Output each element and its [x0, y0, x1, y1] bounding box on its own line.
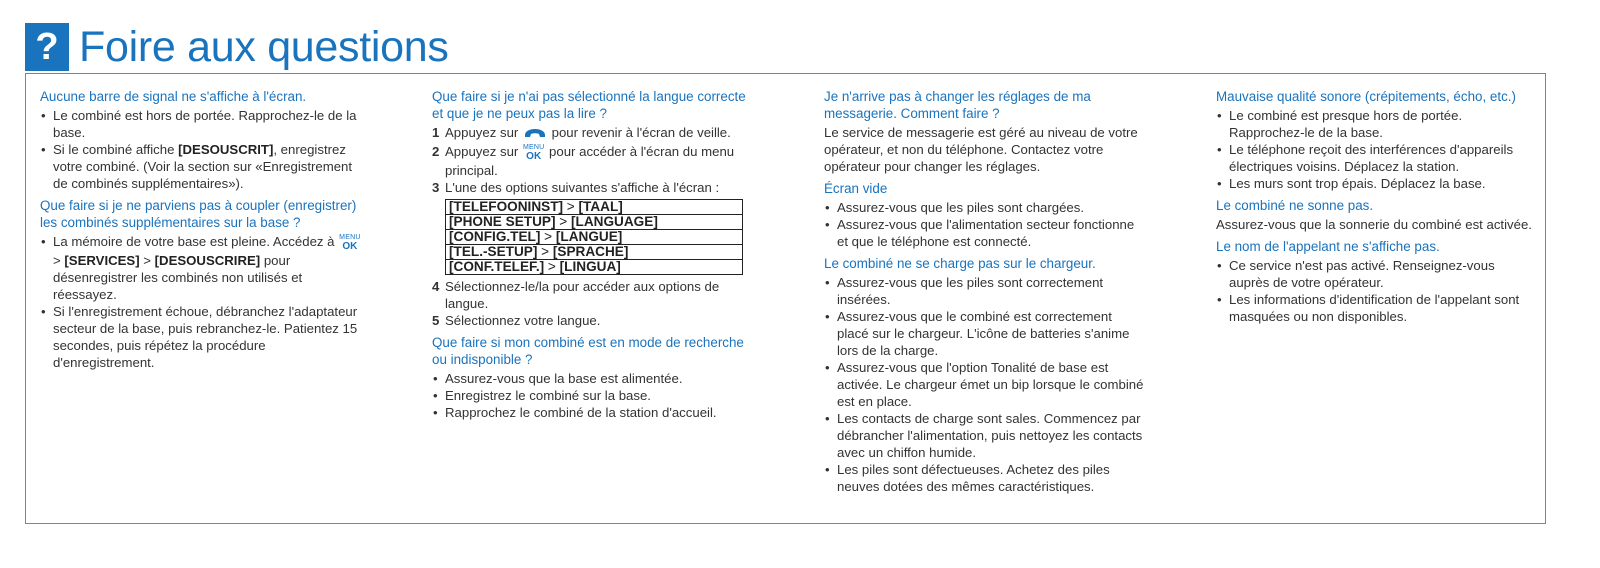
separator: > — [139, 253, 155, 268]
list-item: • Assurez-vous que l'option Tonalité de base est activée. Le chargeur émet un bip lorsque le combiné est en place. — [824, 359, 1146, 410]
step-number: 5 — [432, 313, 440, 328]
text: Sélectionnez-le/la pour accéder aux options de langue. — [445, 279, 720, 311]
step-item — [432, 143, 754, 179]
question-heading: Aucune barre de signal ne s'affiche à l'écran. — [40, 89, 307, 104]
question-icon: ? — [25, 23, 69, 71]
question-heading: Que faire si je n'ai pas sélectionné la langue correcte et que je ne peux pas la lire ? — [432, 89, 746, 121]
list-item: • Assurez-vous que les piles sont chargées. — [824, 199, 1146, 216]
separator: > — [540, 229, 556, 244]
list-item: • Rapprochez le combiné de la station d'accueil. — [432, 404, 754, 421]
answer-list — [1216, 107, 1538, 192]
table-row — [446, 260, 743, 275]
answer-list — [1216, 257, 1538, 325]
option-menu: [TELEFOONINST] — [449, 199, 564, 214]
screen-label: [DESOUSCRIT] — [178, 142, 274, 157]
text: L'une des options suivantes s'affiche à l'écran : — [445, 180, 720, 195]
list-item: • Assurez-vous que le combiné est correctement placé sur le chargeur. L'icône de batteries s'anime lors de la charge. — [824, 308, 1146, 359]
option-item: [LANGUAGE] — [571, 214, 658, 229]
step-number: 3 — [432, 180, 440, 195]
answer-list — [40, 233, 362, 371]
step-item — [432, 312, 754, 329]
text: La mémoire de votre base est pleine. Accédez à — [53, 234, 339, 249]
list-item: • Les contacts de charge sont sales. Commencez par débrancher l'alimentation, puis nettoyez les contacts avec un chiffon humide. — [824, 410, 1146, 461]
option-menu: [TEL.-SETUP] — [449, 244, 538, 259]
list-item: • Enregistrez le combiné sur la base. — [432, 387, 754, 404]
text: pour accéder à l'écran du menu principal. — [445, 144, 735, 178]
question-heading: Je n'arrive pas à changer les réglages de ma messagerie. Comment faire ? — [824, 89, 1091, 121]
list-item: • Les murs sont trop épais. Déplacez la base. — [1216, 175, 1538, 192]
question-heading: Le nom de l'appelant ne s'affiche pas. — [1216, 239, 1440, 254]
table-row — [446, 200, 743, 215]
menu-ok-icon — [523, 144, 544, 162]
question-heading: Le combiné ne sonne pas. — [1216, 198, 1374, 213]
question-heading: Que faire si je ne parviens pas à coupler (enregistrer) les combinés supplémentaires sur la base ? — [40, 198, 357, 230]
ok-label: OK — [342, 241, 358, 252]
table-cell — [446, 200, 743, 215]
separator: > — [544, 259, 560, 274]
option-item: [SPRACHE] — [552, 244, 629, 259]
column-3 — [824, 88, 1146, 495]
table-row — [446, 230, 743, 245]
option-item: [LINGUA] — [559, 259, 621, 274]
question-heading: Mauvaise qualité sonore (crépitements, écho, etc.) — [1216, 89, 1516, 104]
list-item: • Ce service n'est pas activé. Renseignez-vous auprès de votre opérateur. — [1216, 257, 1538, 291]
step-item — [432, 278, 754, 312]
text: , enregistrez votre combiné. (Voir la section sur «Enregistrement de combinés supplémentaires»). — [53, 142, 353, 191]
screen-label: [DESOUSCRIRE] — [154, 253, 261, 268]
list-item: • Si l'enregistrement échoue, débranchez l'adaptateur secteur de la base, puis rebranchez-le. Patientez 15 secondes, puis répétez la procédure d'enregistrement. — [40, 303, 362, 371]
table-cell — [446, 230, 743, 245]
list-item: • Le combiné est hors de portée. Rapprochez-le de la base. — [40, 107, 362, 141]
menu-label: MENU — [339, 234, 361, 241]
screen-label: [SERVICES] — [64, 253, 140, 268]
text: pour revenir à l'écran de veille. — [547, 125, 731, 140]
question-heading: Écran vide — [824, 181, 888, 196]
option-menu: [PHONE SETUP] — [449, 214, 556, 229]
text: Appuyez sur — [445, 125, 522, 140]
end-call-icon — [524, 126, 546, 143]
question-heading: Que faire si mon combiné est en mode de recherche ou indisponible ? — [432, 335, 744, 367]
option-item: [LANGUE] — [555, 229, 623, 244]
answer-text: Le service de messagerie est géré au niveau de votre opérateur, et non du téléphone. Contactez votre opérateur pour changer les réglages. — [824, 125, 1138, 174]
separator: > — [555, 214, 571, 229]
answer-list — [432, 370, 754, 421]
list-item: • Les informations d'identification de l'appelant sont masquées ou non disponibles. — [1216, 291, 1538, 325]
separator: > — [53, 253, 65, 268]
ok-label: OK — [526, 151, 542, 162]
column-2 — [432, 88, 754, 421]
list-item: • Le téléphone reçoit des interférences d'appareils électriques voisins. Déplacez la station. — [1216, 141, 1538, 175]
answer-list — [40, 107, 362, 192]
table-row — [446, 215, 743, 230]
option-menu: [CONF.TELEF.] — [449, 259, 545, 274]
question-heading: Le combiné ne se charge pas sur le chargeur. — [824, 256, 1096, 271]
list-item: • Les piles sont défectueuses. Achetez des piles neuves dotées des mêmes caractéristiques. — [824, 461, 1146, 495]
separator: > — [563, 199, 579, 214]
option-menu: [CONFIG.TEL] — [449, 229, 541, 244]
page-title: Foire aux questions — [79, 22, 449, 71]
steps-list — [432, 124, 754, 196]
table-cell — [446, 260, 743, 275]
step-number: 1 — [432, 125, 440, 140]
step-item — [432, 124, 754, 143]
separator: > — [537, 244, 553, 259]
step-item — [432, 179, 754, 196]
list-item — [40, 141, 362, 192]
language-options-table — [445, 199, 743, 275]
page-header — [25, 22, 449, 72]
list-item: • Assurez-vous que les piles sont correctement insérées. — [824, 274, 1146, 308]
column-1 — [40, 88, 362, 371]
steps-list — [432, 278, 754, 329]
step-number: 2 — [432, 144, 440, 159]
text: Si le combiné affiche — [53, 142, 179, 157]
column-4 — [1216, 88, 1538, 325]
text: Appuyez sur — [445, 144, 522, 159]
menu-label: MENU — [522, 144, 545, 151]
list-item: • Le combiné est presque hors de portée. Rapprochez-le de la base. — [1216, 107, 1538, 141]
table-cell — [446, 245, 743, 260]
step-number: 4 — [432, 279, 440, 294]
list-item — [40, 233, 362, 303]
text: pour désenregistrer les combinés non utilisés et réessayez. — [53, 253, 303, 302]
list-item: • Assurez-vous que la base est alimentée. — [432, 370, 754, 387]
table-cell — [446, 215, 743, 230]
text: Sélectionnez votre langue. — [445, 313, 601, 328]
answer-text: Assurez-vous que la sonnerie du combiné est activée. — [1216, 217, 1532, 232]
list-item: • Assurez-vous que l'alimentation secteur fonctionne et que le téléphone est connecté. — [824, 216, 1146, 250]
answer-list — [824, 274, 1146, 495]
table-row — [446, 245, 743, 260]
option-item: [TAAL] — [578, 199, 623, 214]
answer-list — [824, 199, 1146, 250]
menu-ok-icon — [339, 234, 360, 252]
